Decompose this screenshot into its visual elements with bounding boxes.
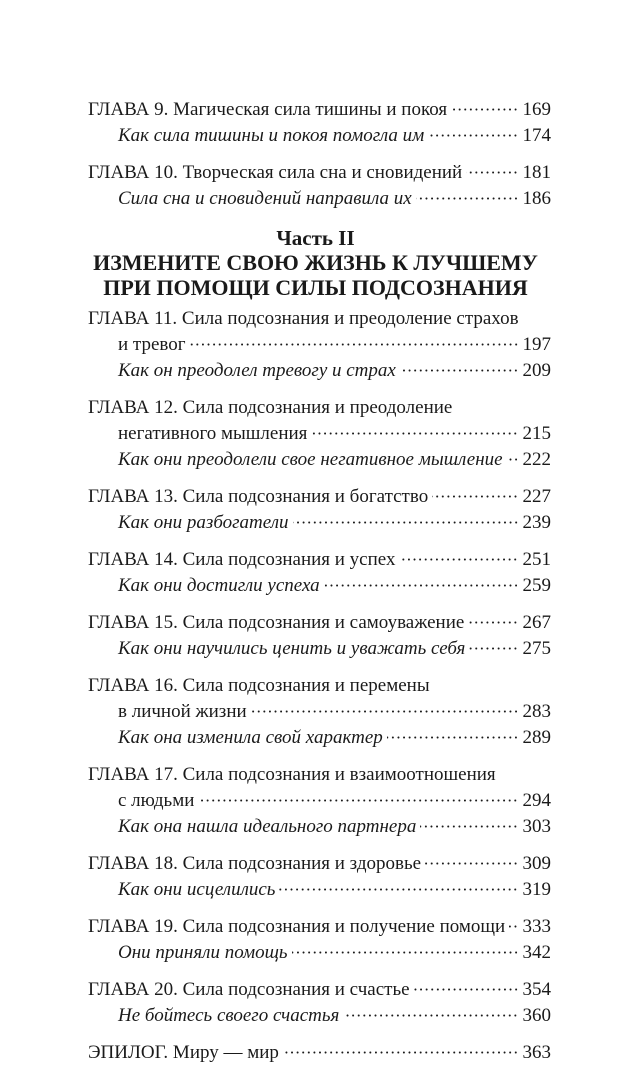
- subsection-title: Не бойтесь своего счастья: [118, 1005, 340, 1026]
- subsection-title: Как она нашла идеального партнера: [118, 816, 417, 837]
- chapter-title-continuation: в личной жизни: [118, 701, 247, 722]
- toc-chapter-9[interactable]: [88, 97, 551, 123]
- chapter-title: ГЛАВА 20. Сила подсознания и счастье: [88, 979, 410, 1000]
- subsection-title: Сила сна и сновидений направила их: [118, 188, 412, 209]
- subsection-title: Как они исцелились: [118, 879, 276, 900]
- subsection-title: Они приняли помощь: [118, 942, 288, 963]
- dot-leader: [283, 1051, 519, 1054]
- dot-leader: [425, 862, 518, 865]
- page-number: 319: [522, 879, 551, 900]
- page-number: 309: [522, 853, 551, 874]
- toc-chapter-11-line-1[interactable]: ГЛАВА 11. Сила подсознания и преодоление страхов: [88, 308, 519, 329]
- toc-subsection-12[interactable]: [88, 447, 551, 473]
- page-number: 174: [522, 125, 551, 146]
- dot-leader: [324, 584, 519, 587]
- dot-leader: [469, 647, 518, 650]
- dot-leader: [400, 369, 519, 372]
- dot-leader: [279, 888, 518, 891]
- toc-chapter-16-line-1[interactable]: ГЛАВА 16. Сила подсознания и перемены: [88, 675, 430, 696]
- page-number: 267: [522, 612, 551, 633]
- page-number: 354: [522, 979, 551, 1000]
- toc-group-ch12: [88, 395, 551, 473]
- toc-group-ch9: [88, 97, 551, 149]
- page-number: 215: [522, 423, 551, 444]
- toc-chapter-11[interactable]: [88, 332, 551, 358]
- chapter-title-continuation: негативного мышления: [118, 423, 308, 444]
- toc-group-ch10: [88, 160, 551, 212]
- chapter-title: ГЛАВА 10. Творческая сила сна и сновидений: [88, 162, 463, 183]
- toc-group-ch19: [88, 914, 551, 966]
- page-number: 342: [522, 942, 551, 963]
- page-number: 209: [522, 360, 551, 381]
- toc-group-ch16: [88, 673, 551, 751]
- toc-subsection-14[interactable]: [88, 573, 551, 599]
- subsection-title: Как они научились ценить и уважать себя: [118, 638, 466, 659]
- dot-leader: [507, 458, 519, 461]
- toc-group-ch20: [88, 977, 551, 1029]
- subsection-title: Как она изменила свой характер: [118, 727, 383, 748]
- subsection-title: Как он преодолел тревогу и страх: [118, 360, 396, 381]
- subsection-title: Как они достигли успеха: [118, 575, 320, 596]
- toc-subsection-15[interactable]: [88, 636, 551, 662]
- toc-subsection-10[interactable]: [88, 186, 551, 212]
- page-number: 275: [522, 638, 551, 659]
- toc-chapter-12-line-1[interactable]: ГЛАВА 12. Сила подсознания и преодоление: [88, 397, 453, 418]
- toc-chapter-12[interactable]: [88, 421, 551, 447]
- toc-chapter-18[interactable]: [88, 851, 551, 877]
- page-number: 239: [522, 512, 551, 533]
- toc-group-ch11: [88, 306, 551, 384]
- page-number: 333: [522, 916, 551, 937]
- toc-chapter-14[interactable]: [88, 547, 551, 573]
- page-number: 251: [522, 549, 551, 570]
- dot-leader: [466, 171, 518, 174]
- subsection-title: Как они преодолели свое негативное мышление: [118, 449, 503, 470]
- chapter-title: ГЛАВА 18. Сила подсознания и здоровье: [88, 853, 422, 874]
- dot-leader: [190, 343, 519, 346]
- toc-subsection-18[interactable]: [88, 877, 551, 903]
- toc-chapter-17[interactable]: [88, 788, 551, 814]
- part-label: Часть II: [276, 226, 355, 250]
- page-number: 186: [522, 188, 551, 209]
- dot-leader: [292, 951, 519, 954]
- toc-chapter-20[interactable]: [88, 977, 551, 1003]
- page-number: 289: [522, 727, 551, 748]
- chapter-title: ГЛАВА 13. Сила подсознания и богатство: [88, 486, 429, 507]
- page-number: 363: [522, 1042, 551, 1063]
- dot-leader: [451, 108, 518, 111]
- dot-leader: [468, 621, 518, 624]
- toc-group-ch15: [88, 610, 551, 662]
- chapter-title: ГЛАВА 19. Сила подсознания и получение помощи: [88, 916, 506, 937]
- toc-group-ch18: [88, 851, 551, 903]
- dot-leader: [311, 432, 518, 435]
- subsection-title: Как сила тишины и покоя помогла им: [118, 125, 425, 146]
- toc-subsection-17[interactable]: [88, 814, 551, 840]
- chapter-title: ГЛАВА 15. Сила подсознания и самоуважение: [88, 612, 465, 633]
- page-number: 283: [522, 701, 551, 722]
- toc-group-ch14: [88, 547, 551, 599]
- dot-leader: [416, 197, 519, 200]
- toc-group-ch17: [88, 762, 551, 840]
- toc-chapter-17-line-1[interactable]: ГЛАВА 17. Сила подсознания и взаимоотношения: [88, 764, 496, 785]
- toc-subsection-16[interactable]: [88, 725, 551, 751]
- toc-chapter-13[interactable]: [88, 484, 551, 510]
- toc-chapter-16[interactable]: [88, 699, 551, 725]
- toc-chapter-15[interactable]: [88, 610, 551, 636]
- toc-subsection-11[interactable]: [88, 358, 551, 384]
- toc-chapter-10[interactable]: [88, 160, 551, 186]
- page-number: 227: [522, 486, 551, 507]
- dot-leader: [420, 825, 518, 828]
- dot-leader: [251, 710, 519, 713]
- toc-group-epilogue: [88, 1040, 551, 1066]
- dot-leader: [293, 521, 519, 524]
- part-title-line-1: ИЗМЕНИТЕ СВОЮ ЖИЗНЬ К ЛУЧШЕМУ: [93, 250, 538, 275]
- page-number: 222: [522, 449, 551, 470]
- page-number: 303: [522, 816, 551, 837]
- dot-leader: [432, 495, 518, 498]
- chapter-title: ГЛАВА 9. Магическая сила тишины и покоя: [88, 99, 448, 120]
- page-number: 360: [522, 1005, 551, 1026]
- page-number: 197: [522, 334, 551, 355]
- page-number: 259: [522, 575, 551, 596]
- page-number: 181: [522, 162, 551, 183]
- dot-leader: [387, 736, 519, 739]
- subsection-title: Как они разбогатели: [118, 512, 289, 533]
- dot-leader: [414, 988, 519, 991]
- page-number: 294: [522, 790, 551, 811]
- part-heading: [80, 226, 551, 300]
- toc-subsection-20[interactable]: [88, 1003, 551, 1029]
- chapter-title-continuation: с людьми: [118, 790, 195, 811]
- toc-group-ch13: [88, 484, 551, 536]
- toc-subsection-9[interactable]: [88, 123, 551, 149]
- part-title-line-2: ПРИ ПОМОЩИ СИЛЫ ПОДСОЗНАНИЯ: [103, 275, 528, 300]
- toc-epilogue[interactable]: [88, 1040, 551, 1066]
- dot-leader: [399, 558, 518, 561]
- toc-subsection-19[interactable]: [88, 940, 551, 966]
- page-number: 169: [522, 99, 551, 120]
- dot-leader: [343, 1014, 518, 1017]
- dot-leader: [509, 925, 518, 928]
- toc-subsection-13[interactable]: [88, 510, 551, 536]
- chapter-title-continuation: и тревог: [118, 334, 186, 355]
- toc-chapter-19[interactable]: [88, 914, 551, 940]
- dot-leader: [428, 134, 518, 137]
- epilogue-title: ЭПИЛОГ. Миру — мир: [88, 1042, 279, 1063]
- dot-leader: [198, 799, 518, 802]
- chapter-title: ГЛАВА 14. Сила подсознания и успех: [88, 549, 396, 570]
